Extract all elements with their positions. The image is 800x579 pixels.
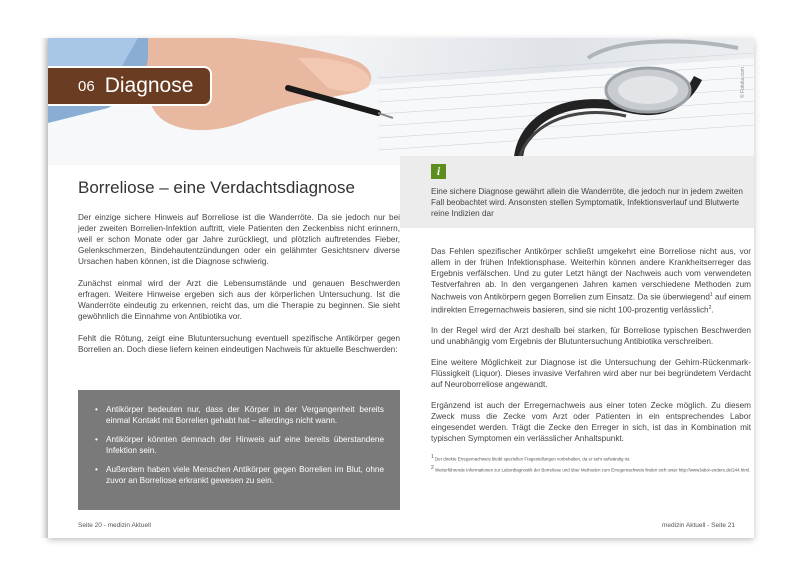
chapter-number: 06 xyxy=(78,77,95,95)
info-icon: i xyxy=(431,164,446,179)
info-text: Eine sichere Diagnose gewährt allein die Wanderröte, die jedoch nur in jedem zweiten Fall beobachtet wird. Ansonsten stellen Symptomatik, Infektionsverlauf und Blutwerte reine Indizien dar xyxy=(431,187,743,218)
antibody-list-box xyxy=(78,390,400,510)
bullet: • xyxy=(95,435,98,444)
right-column xyxy=(431,246,751,475)
list-item: • Antikörper bedeuten nur, dass der Körper in der Vergangenheit bereits einmal Kontakt mit Borrelien gehabt hat – allerdings nicht wann. xyxy=(95,405,384,425)
section-heading: Borreliose – eine Verdachtsdiagnose xyxy=(78,178,355,197)
paragraph: Das Fehlen spezifischer Antikörper schließt umgekehrt eine Borreliose nicht aus, vor allem in der frühen Infektionsphase. Weiterhin können andere Krankheitserreger das Ergebnis verfälschen. Und zu guter Letzt hängt der Nachweis auch vom verwendeten Testverfahren ab. In den vergangenen Jahren kamen verschiedene Methoden zum Nachweis von Antikörpern gegen Borrelien zum Einsatz. Da sie überwiegend$^1$ auf einem indirekten Erregernachweis basieren, sind sie nicht 100-prozentig verlässlich$^2$. xyxy=(431,247,752,315)
chapter-title: Diagnose xyxy=(104,74,194,97)
footnote: $^1$ Der direkte Erregernachweis bleibt speziellen Fragestellungen vorbehalten, da er sehr aufwändig ist. xyxy=(431,454,631,462)
footnote-ref: 1 xyxy=(709,292,713,298)
page-shadow xyxy=(40,38,48,538)
document-spread xyxy=(48,38,754,538)
footnote-ref: 2 xyxy=(708,304,712,311)
info-box xyxy=(400,156,754,228)
paragraph: Zunächst einmal wird der Arzt die Lebensumstände und genauen Beschwerden erfragen. Weitere Hinweise ergeben sich aus der körperlichen Untersuchung. Ist die Wanderröte eindeutig zu erkennen, reicht das, um die Therapie zu beginnen. Sie sieht gewöhnlich die Einnahme von Antibiotika vor. xyxy=(78,279,400,321)
paragraph: Eine weitere Möglichkeit zur Diagnose ist die Untersuchung der Gehirn-Rückenmark-Flüssigkeit (Liquor). Dieses invasive Verfahren wird aber nur bei begründetem Verdacht auf Neuroborreliose angewandt. xyxy=(431,358,751,390)
paragraph: Fehlt die Rötung, zeigt eine Blutuntersuchung eventuell spezifische Antikörper gegen Borrelien an. Doch diese liefern keinen eindeutigen Nachweis für aktuelle Beschwerden: xyxy=(78,334,400,354)
page-footer-left: Seite 20 - medizin Aktuell xyxy=(78,522,151,529)
bullet: • xyxy=(95,405,98,414)
paragraph: Der einzige sichere Hinweis auf Borreliose ist die Wanderröte. Da sie jedoch nur bei jeder zweiten Borrelien-Infektion auftritt, viele Patienten den Zeckenbiss nicht erinnern, weil er schon Monate oder gar Jahre zurückliegt, und plötzlich auftretendes Fieber, Gelenkschmerzen, Bindehautentzündungen oder ein gelähmter Gesichtsnerv diverse Ursachen haben können, ist die Diagnose schwierig. xyxy=(78,213,400,266)
paragraph: Ergänzend ist auch der Erregernachweis aus einer toten Zecke möglich. Zu diesem Zweck muss die Zecke vom Arzt oder Patienten in ein entsprechendes Labor eingesendet werden. Trägt die Zecke den Erreger in sich, ist das in Kombination mit typischen Symptomen ein verlässlicher Anhaltspunkt. xyxy=(431,401,751,444)
photo-credit: © Fotolia.com xyxy=(740,67,746,98)
bullet: • xyxy=(95,465,98,474)
footnote: $^2$ Weiterführende Informationen zur Labordiagnostik der Borreliose und über Methoden zum Erregernachweis finden sich unter http://www.labor-enders.de/244.html. xyxy=(431,464,751,473)
left-column xyxy=(78,178,400,366)
paragraph: In der Regel wird der Arzt deshalb bei starken, für Borreliose typischen Beschwerden und unabhängig vom Ergebnis der Blutuntersuchung Antibiotika verschreiben. xyxy=(431,326,751,347)
chapter-tab xyxy=(48,66,212,106)
list-item: • Antikörper könnten demnach der Hinweis auf eine bereits überstandene Infektion sein. xyxy=(95,435,384,455)
page-footer-right: medizin Aktuell - Seite 21 xyxy=(662,522,735,529)
list-item: • Außerdem haben viele Menschen Antikörper gegen Borrelien im Blut, ohne zuvor an Borreliose erkrankt gewesen zu sein. xyxy=(95,465,384,485)
